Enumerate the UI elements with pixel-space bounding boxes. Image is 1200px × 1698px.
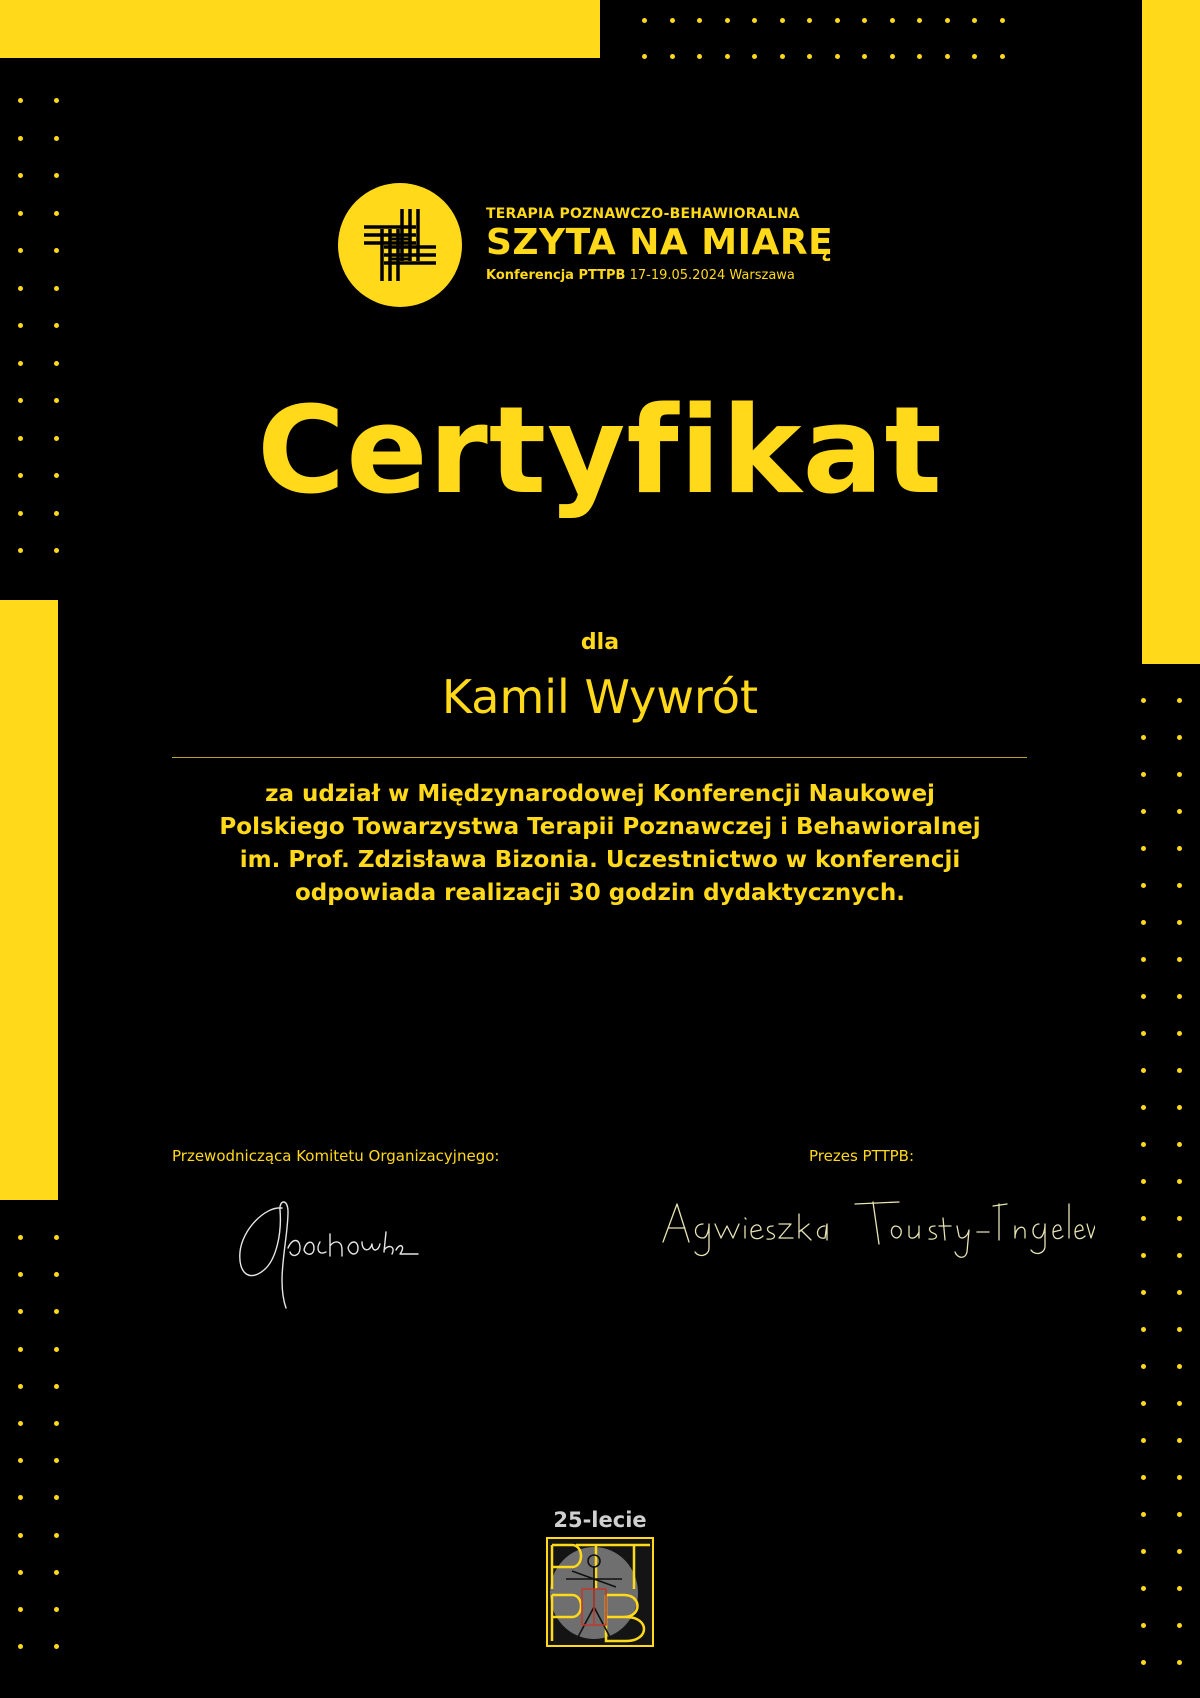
decorative-dot — [18, 98, 23, 103]
decorative-dot — [1141, 1142, 1146, 1147]
decorative-dot — [1177, 1105, 1182, 1110]
conference-name: SZYTA NA MIARĘ — [486, 222, 834, 263]
decorative-dot — [18, 1495, 23, 1500]
decorative-dot — [1141, 994, 1146, 999]
decorative-dot — [1141, 735, 1146, 740]
decorative-dot — [18, 361, 23, 366]
decorative-dot — [1141, 846, 1146, 851]
decorative-dot — [18, 136, 23, 141]
decorative-dot — [642, 54, 647, 59]
decorative-dot — [1177, 809, 1182, 814]
decorative-dot — [1177, 1586, 1182, 1591]
decorative-dot — [1141, 1179, 1146, 1184]
decorative-dot — [54, 1272, 59, 1277]
decorative-dot — [1141, 1475, 1146, 1480]
decorative-dot — [972, 54, 977, 59]
decorative-dot — [1141, 809, 1146, 814]
decorative-dot — [1141, 1327, 1146, 1332]
conference-date-place: 17-19.05.2024 Warszawa — [625, 268, 795, 283]
decorative-dot — [890, 18, 895, 23]
decorative-dot — [54, 1495, 59, 1500]
decorative-dot — [1177, 1290, 1182, 1295]
decorative-dot — [54, 1607, 59, 1612]
decorative-dot — [1177, 1364, 1182, 1369]
decorative-dot — [1141, 1586, 1146, 1591]
decorative-dot — [1177, 994, 1182, 999]
president-signature — [655, 1190, 1095, 1270]
decorative-dot — [1141, 1068, 1146, 1073]
top-accent-bar — [0, 0, 600, 58]
decorative-dot — [1177, 957, 1182, 962]
decorative-dot — [18, 548, 23, 553]
description-line: za udział w Międzynarodowej Konferencji Naukowej — [265, 781, 935, 807]
decorative-dot — [54, 361, 59, 366]
decorative-dot — [725, 18, 730, 23]
decorative-dot — [1177, 920, 1182, 925]
decorative-dot — [807, 18, 812, 23]
decorative-dot — [54, 548, 59, 553]
decorative-dot — [1141, 1660, 1146, 1665]
decorative-dot — [835, 54, 840, 59]
decorative-dot — [1141, 1401, 1146, 1406]
decorative-dot — [18, 1384, 23, 1389]
decorative-dot — [780, 18, 785, 23]
decorative-dot — [862, 18, 867, 23]
decorative-dot — [54, 286, 59, 291]
decorative-dot — [54, 1309, 59, 1314]
conference-organizer: Konferencja PTTPB — [486, 268, 626, 283]
decorative-dot — [1177, 735, 1182, 740]
woven-square-logo-icon — [338, 183, 462, 307]
decorative-dot — [54, 1570, 59, 1575]
decorative-dot — [54, 1384, 59, 1389]
decorative-dot — [54, 1533, 59, 1538]
decorative-dot — [917, 18, 922, 23]
decorative-dot — [54, 173, 59, 178]
decorative-dot — [1141, 957, 1146, 962]
certificate-title: Certyfikat — [257, 382, 943, 521]
decorative-dot — [54, 98, 59, 103]
decorative-dot — [18, 211, 23, 216]
decorative-dot — [1000, 54, 1005, 59]
decorative-dot — [18, 323, 23, 328]
conference-subtitle: TERAPIA POZNAWCZO-BEHAWIORALNA — [486, 206, 800, 222]
decorative-dot — [54, 136, 59, 141]
decorative-dot — [835, 18, 840, 23]
decorative-dot — [1141, 1105, 1146, 1110]
anniversary-label: 25-lecie — [553, 1508, 647, 1532]
decorative-dot — [945, 54, 950, 59]
decorative-dot — [1141, 1290, 1146, 1295]
decorative-dot — [18, 1570, 23, 1575]
decorative-dot — [18, 173, 23, 178]
decorative-dot — [1177, 1253, 1182, 1258]
decorative-dot — [1141, 1438, 1146, 1443]
decorative-dot — [862, 54, 867, 59]
decorative-dot — [1141, 1031, 1146, 1036]
decorative-dot — [1177, 1549, 1182, 1554]
decorative-dot — [1177, 1068, 1182, 1073]
decorative-dot — [642, 18, 647, 23]
decorative-dot — [1141, 920, 1146, 925]
description-line: Polskiego Towarzystwa Terapii Poznawczej i Behawioralnej — [219, 814, 981, 840]
decorative-dot — [18, 1272, 23, 1277]
decorative-dot — [1141, 1623, 1146, 1628]
organizing-committee-chair-label: Przewodnicząca Komitetu Organizacyjnego: — [172, 1147, 500, 1165]
decorative-dot — [54, 1347, 59, 1352]
decorative-dot — [18, 248, 23, 253]
decorative-dot — [1177, 1623, 1182, 1628]
divider — [172, 757, 1027, 758]
decorative-dot — [1177, 846, 1182, 851]
description-line: odpowiada realizacji 30 godzin dydaktycznych. — [295, 880, 905, 906]
decorative-dot — [1000, 18, 1005, 23]
decorative-dot — [670, 54, 675, 59]
decorative-dot — [1177, 1031, 1182, 1036]
decorative-dot — [780, 54, 785, 59]
decorative-dot — [1141, 1253, 1146, 1258]
decorative-dot — [1177, 1179, 1182, 1184]
decorative-dot — [18, 286, 23, 291]
decorative-dot — [18, 1421, 23, 1426]
decorative-dot — [18, 1533, 23, 1538]
decorative-dot — [18, 1235, 23, 1240]
decorative-dot — [1141, 883, 1146, 888]
for-label: dla — [580, 630, 620, 655]
decorative-dot — [807, 54, 812, 59]
decorative-dot — [54, 248, 59, 253]
decorative-dot — [1141, 1216, 1146, 1221]
decorative-dot — [54, 1235, 59, 1240]
decorative-dot — [54, 1644, 59, 1649]
decorative-dot — [54, 323, 59, 328]
description-line: im. Prof. Zdzisława Bizonia. Uczestnictwo w konferencji — [239, 847, 961, 873]
decorative-dot — [697, 18, 702, 23]
decorative-dot — [697, 54, 702, 59]
decorative-dot — [945, 18, 950, 23]
decorative-dot — [18, 1309, 23, 1314]
president-label: Prezes PTTPB: — [809, 1147, 915, 1165]
decorative-dot — [18, 1607, 23, 1612]
chair-signature — [230, 1190, 420, 1320]
decorative-dot — [1177, 1327, 1182, 1332]
decorative-dot — [1177, 772, 1182, 777]
decorative-dot — [1177, 1660, 1182, 1665]
decorative-dot — [725, 54, 730, 59]
decorative-dot — [54, 1458, 59, 1463]
decorative-dot — [18, 1644, 23, 1649]
right-accent-bar — [1142, 0, 1200, 664]
decorative-dot — [1177, 1142, 1182, 1147]
decorative-dot — [1177, 1475, 1182, 1480]
certificate-description — [150, 778, 1050, 910]
decorative-dot — [1141, 772, 1146, 777]
decorative-dot — [1177, 1401, 1182, 1406]
decorative-dot — [54, 1421, 59, 1426]
decorative-dot — [18, 1458, 23, 1463]
decorative-dot — [670, 18, 675, 23]
decorative-dot — [1141, 1549, 1146, 1554]
decorative-dot — [1177, 883, 1182, 888]
decorative-dot — [752, 54, 757, 59]
decorative-dot — [1177, 1216, 1182, 1221]
decorative-dot — [1141, 1364, 1146, 1369]
conference-details — [486, 268, 795, 283]
decorative-dot — [54, 211, 59, 216]
decorative-dot — [18, 1347, 23, 1352]
decorative-dot — [752, 18, 757, 23]
decorative-dot — [972, 18, 977, 23]
decorative-dot — [890, 54, 895, 59]
decorative-dot — [917, 54, 922, 59]
decorative-dot — [1177, 1438, 1182, 1443]
pttpb-emblem-icon — [546, 1537, 654, 1647]
recipient-name: Kamil Wywrót — [441, 670, 759, 724]
